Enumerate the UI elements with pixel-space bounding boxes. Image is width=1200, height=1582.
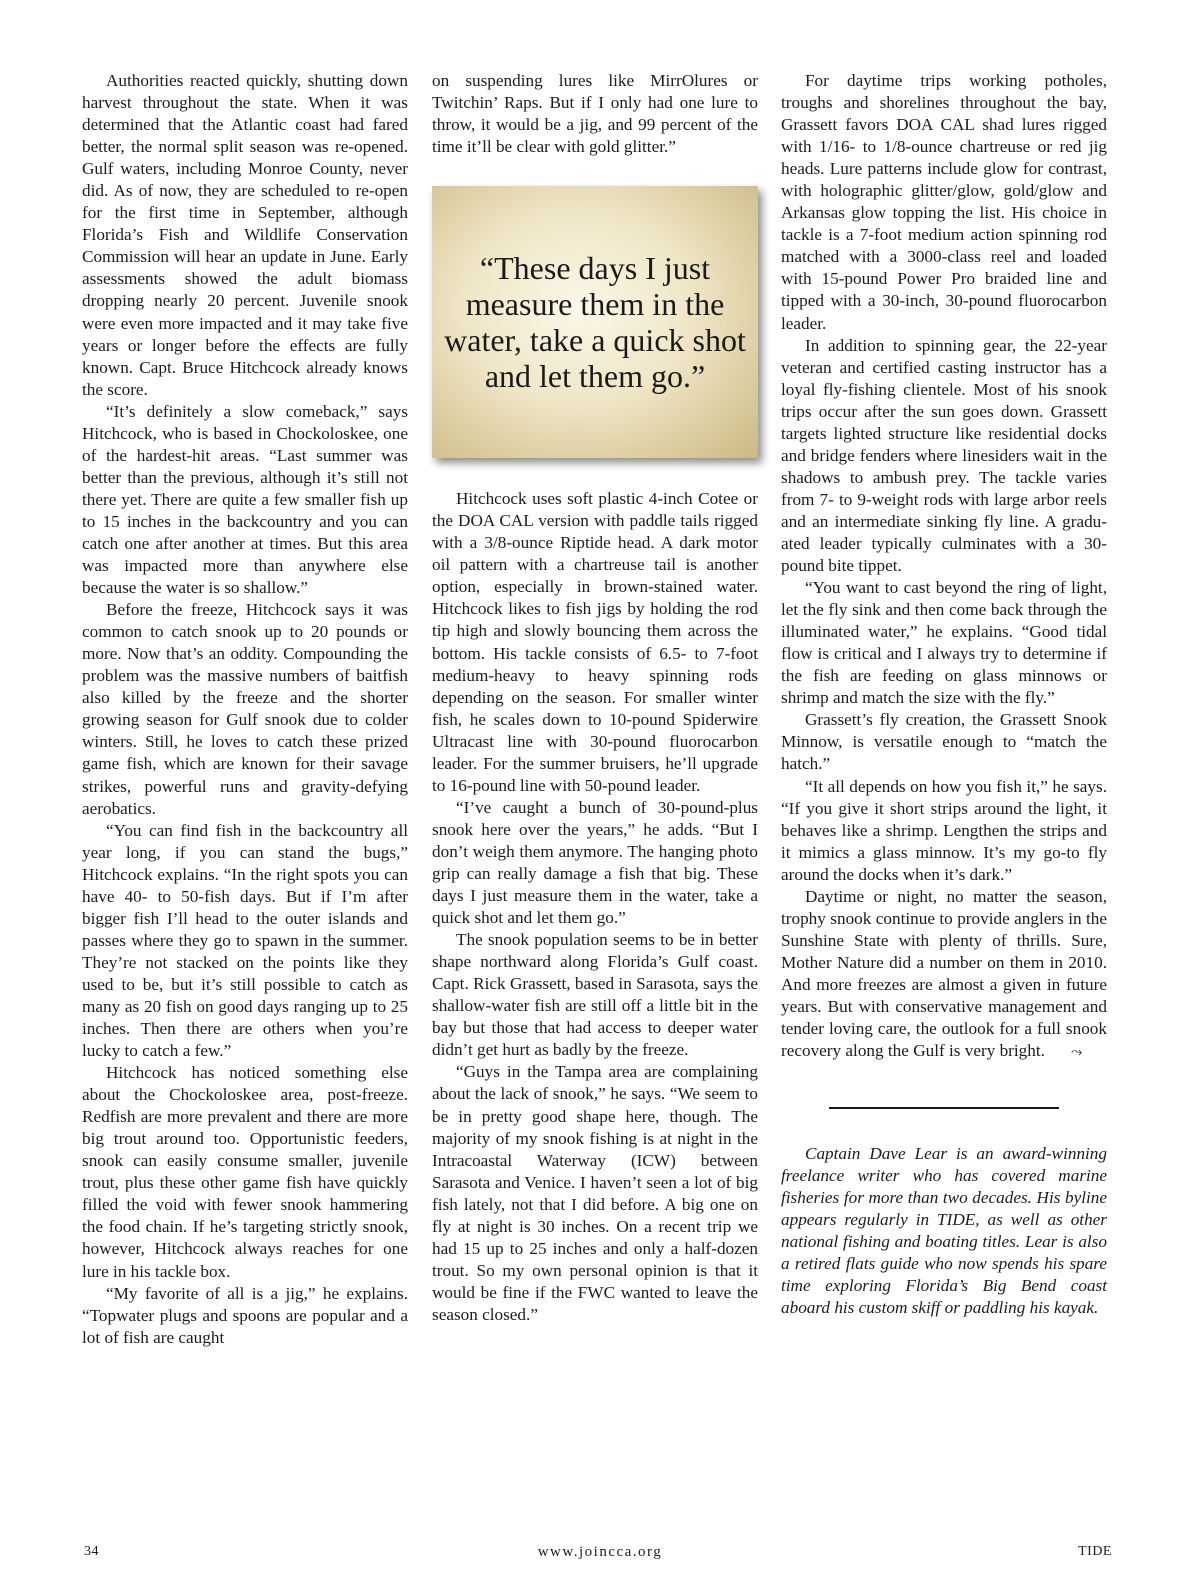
final-paragraph-text: Daytime or night, no matter the season, trophy snook continue to provide anglers in the Sunshine State with plenty of thrills. Sure, Mother Nature did a number on them in 2010. And more freezes are almost a given in future years. But with conservative management and tender loving care, the outlook for a full snook recovery along the Gulf is very bright. xyxy=(781,886,1107,1061)
paragraph: Before the freeze, Hitchcock says it was common to catch snook up to 20 pounds or more. Now that’s an oddity. Compounding the problem was the massive numbers of baitfish also killed by the freeze and the shorter growing season for Gulf snook due to colder winters. Still, he loves to catch these prized game fish, which are known for their savage strikes, powerful runs and gravity-defying aerobatics. xyxy=(82,600,408,818)
article-column-3 xyxy=(781,70,1107,1319)
paragraph: “You can find fish in the backcountry all year long, if you can stand the bugs,” Hitchcock explains. “In the right spots you can have 40- to 50-fish days. But if I’m after bigger fish I’ll head to the outer islands and passes where they go to spawn in the summer. They’re not stacked on the points like they used to be, but it’s still possible to catch as many as 20 fish on good days ranging up to 25 inches. Then there are others when you’re lucky to catch a few.” xyxy=(82,820,408,1061)
page-number: 34 xyxy=(84,1544,99,1559)
article-column-2 xyxy=(432,70,758,1326)
pull-quote: “These days I just measure them in the water, take a quick shot and let them go.” xyxy=(444,250,746,395)
paragraph: “You want to cast beyond the ring of light, let the fly sink and then come back through the illuminated water,” he explains. “Good tidal flow is critical and I always try to determine if the fish are feeding on glass minnows or shrimp and match the size with the fly.” xyxy=(781,578,1107,708)
article-column-1 xyxy=(82,70,408,1349)
paragraph: “Guys in the Tampa area are complaining about the lack of snook,” he says. “We seem to be in pretty good shape here, though. The majority of my snook fishing is at night in the Intracoastal Waterway (ICW) between Sarasota and Venice. I haven’t seen a lot of big fish lately, not that I did before. A big one on fly at night is 30 inches. On a recent trip we had 15 up to 25 inches and only a half-dozen trout. So my own personal opinion is that it would be fine if the FWC wanted to leave the season closed.” xyxy=(432,1062,758,1324)
paragraph: Hitchcock uses soft plastic 4-inch Cotee or the DOA CAL version with paddle tails rigged with a 3/8-ounce Riptide head. A dark motor oil pattern with a chartreuse tail is another option, especially in brown-stained water. Hitchcock likes to fish jigs by holding the rod tip high and slowly bouncing them across the bottom. His tackle consists of 6.5- to 7-foot medium-heavy to heavy spinning rods depending on the season. For smaller winter fish, he scales down to 10-pound Spiderwire Ultracast line with 30-pound fluorocarbon leader. For the summer bruisers, he’ll upgrade to 16-pound line with 50-pound leader. xyxy=(432,489,758,795)
pull-quote-box xyxy=(432,186,758,458)
paragraph: “It all depends on how you fish it,” he says. “If you give it short strips around the light, it behaves like a shrimp. Lengthen the strips and it mimics a glass minnow. It’s my go-to fly around the docks when it’s dark.” xyxy=(781,776,1107,884)
paragraph: “I’ve caught a bunch of 30-pound-plus snook here over the years,” he adds. “But I don’t weigh them anymore. The hanging photo grip can really damage a fish that big. These days I just measure them in the water, take a quick shot and let them go.” xyxy=(432,797,758,928)
paragraph: Authorities reacted quickly, shutting down harvest throughout the state. When it was determined that the Atlantic coast had fared better, the normal split season was re-opened. Gulf waters, including Monroe County, never did. As of now, they are scheduled to re-open for the first time in September, although Florida’s Fish and Wildlife Conservation Commission will hear an update in June. Early assessments showed the adult biomass dropping nearly 20 percent. Juvenile snook were even more impacted and it may take five years or longer before the effects are fully known. Capt. Bruce Hitchcock already knows the score. xyxy=(82,71,408,399)
paragraph: Hitchcock has noticed something else about the Chockoloskee area, post-freeze. Redfish are more prevalent and there are more big trout around too. Opportunistic feeders, snook can easily consume smaller, juvenile trout, plus these other game fish have quickly filled the void with fewer snook hammering the food chain. If he’s targeting strictly snook, however, Hitchcock always reaches for one lure in his tackle box. xyxy=(82,1063,408,1281)
fish-end-mark-icon: ⤳ xyxy=(1070,1044,1083,1061)
paragraph: “It’s definitely a slow comeback,” says Hitchcock, who is based in Chockoloskee, one of the hardest-hit areas. “Last summer was better than the previous, although it’s still not there yet. There are quite a few smaller fish up to 15 inches in the backcountry and you can catch one after another at times. But this area was impacted more than anywhere else because the water is so shallow.” xyxy=(82,401,408,598)
paragraph: The snook population seems to be in better shape northward along Florida’s Gulf coast. Capt. Rick Grassett, based in Sarasota, says the shallow-water fish are still off a little bit in the bay but those that had access to deeper water didn’t get hurt as badly by the freeze. xyxy=(432,930,758,1060)
paragraph: In addition to spinning gear, the 22-year veteran and certified casting instructor has a loyal fly-fishing clientele. Most of his snook trips occur after the sun goes down. Grassett targets lighted structure like residential docks and bridge fenders where linesiders wait in the shadows to ambush prey. The tackle varies from 7- to 9-weight rods with large arbor reels and an intermediate sinking fly line. A graduated leader typically culminates with a 30-pound bite tippet. xyxy=(781,335,1107,576)
paragraph: Grassett’s fly creation, the Grassett Snook Minnow, is versatile enough to “match the hatch.” xyxy=(781,710,1107,774)
footer-url[interactable]: www.joincca.org xyxy=(537,1544,663,1560)
paragraph-final xyxy=(781,886,1107,1063)
paragraph: “My favorite of all is a jig,” he explains. “Topwater plugs and spoons are popular and a lot of fish are caught xyxy=(82,1283,408,1347)
magazine-name: TIDE xyxy=(1078,1544,1112,1559)
paragraph: For daytime trips working potholes, troughs and shorelines throughout the bay, Grassett favors DOA CAL shad lures rigged with 1/16- to 1/8-ounce chartreuse or red jig heads. Lure patterns include glow for contrast, with holographic glitter/glow, gold/glow and Arkansas glow topping the list. His choice in tackle is a 7-foot medium action spinning rod matched with a 3000-class reel and loaded with 15-pound Power Pro braided line and tipped with a 30-inch, 30-pound fluorocarbon leader. xyxy=(781,71,1107,333)
paragraph-continued: on suspending lures like MirrOlures or Twitchin’ Raps. But if I only had one lure to throw, it would be a jig, and 99 percent of the time it’ll be clear with gold glitter.” xyxy=(432,71,758,157)
divider-rule xyxy=(829,1107,1059,1109)
author-bio: Captain Dave Lear is an award-winning freelance writer who has covered marine fisheries for more than two decades. His byline appears regularly in TIDE, as well as other national fishing and boating titles. Lear is also a retired flats guide who now spends his spare time exploring Florida’s Big Bend coast aboard his custom skiff or paddling his kayak. xyxy=(781,1144,1107,1318)
